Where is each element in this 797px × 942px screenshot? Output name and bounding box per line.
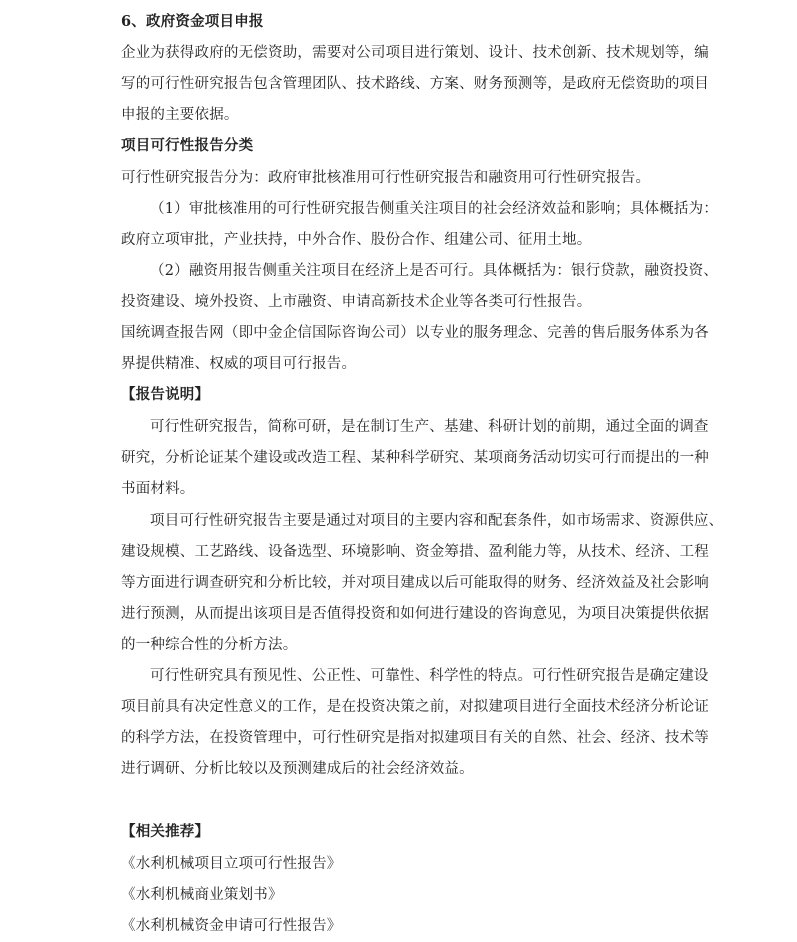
desc-para2-line-1: 项目可行性研究报告主要是通过对项目的主要内容和配套条件，如市场需求、资源供应、 — [150, 513, 724, 529]
desc-para2-line-2: 建设规模、工艺路线、设备选型、环境影响、资金筹措、盈利能力等，从技术、经济、工程 — [121, 544, 709, 560]
related-link-1[interactable]: 《水利机械项目立项可行性报告》 — [121, 856, 342, 872]
gov-paragraph-line-3: 申报的主要依据。 — [121, 107, 239, 123]
classification-heading: 项目可行性报告分类 — [121, 137, 254, 154]
section-heading: 6、政府资金项目申报 — [121, 13, 264, 30]
company-paragraph-line-2: 界提供精准、权威的项目可行报告。 — [121, 356, 357, 372]
desc-para3-line-3: 的科学方法，在投资管理中，可行性研究是指对拟建项目有关的自然、社会、经济、技术等 — [121, 730, 709, 746]
related-link-3[interactable]: 《水利机械资金申请可行性报告》 — [121, 918, 342, 934]
desc-para3-line-1: 可行性研究具有预见性、公正性、可靠性、科学性的特点。可行性研究报告是确定建设 — [150, 668, 709, 684]
report-desc-heading: 【报告说明】 — [121, 386, 210, 403]
desc-para3-line-4: 进行调研、分析比较以及预测建成后的社会经济效益。 — [121, 761, 474, 777]
item1-line-1: （1）审批核准用的可行性研究报告侧重关注项目的社会经济效益和影响；具体概括为： — [150, 201, 719, 217]
gov-paragraph-line-1: 企业为获得政府的无偿资助，需要对公司项目进行策划、设计、技术创新、技术规划等，编 — [121, 45, 709, 61]
desc-para2-line-3: 等方面进行调查研究和分析比较，并对项目建成以后可能取得的财务、经济效益及社会影响 — [121, 575, 709, 591]
desc-para3-line-2: 项目前具有决定性意义的工作，是在投资决策之前，对拟建项目进行全面技术经济分析论证 — [121, 699, 709, 715]
classification-intro: 可行性研究报告分为：政府审批核准用可行性研究报告和融资用可行性研究报告。 — [121, 170, 651, 186]
item2-line-2: 投资建设、境外投资、上市融资、申请高新技术企业等各类可行性报告。 — [121, 294, 592, 310]
desc-para1-line-2: 研究，分析论证某个建设或改造工程、某种科学研究、某项商务活动切实可行而提出的一种 — [121, 450, 709, 466]
desc-para1-line-3: 书面材料。 — [121, 481, 195, 497]
related-heading: 【相关推荐】 — [121, 823, 210, 840]
desc-para2-line-5: 的一种综合性的分析方法。 — [121, 637, 298, 653]
desc-para1-line-1: 可行性研究报告，简称可研，是在制订生产、基建、科研计划的前期，通过全面的调查 — [150, 419, 709, 435]
item1-line-2: 政府立项审批，产业扶持，中外合作、股份合作、组建公司、征用土地。 — [121, 232, 592, 248]
company-paragraph-line-1: 国统调查报告网（即中金企信国际咨询公司）以专业的服务理念、完善的售后服务体系为各 — [121, 325, 709, 341]
item2-line-1: （2）融资用报告侧重关注项目在经济上是否可行。具体概括为：银行贷款，融资投资、 — [150, 263, 719, 279]
related-link-2[interactable]: 《水利机械商业策划书》 — [121, 887, 283, 903]
gov-paragraph-line-2: 写的可行性研究报告包含管理团队、技术路线、方案、财务预测等，是政府无偿资助的项目 — [121, 76, 709, 92]
desc-para2-line-4: 进行预测，从而提出该项目是否值得投资和如何进行建设的咨询意见，为项目决策提供依据 — [121, 606, 709, 622]
